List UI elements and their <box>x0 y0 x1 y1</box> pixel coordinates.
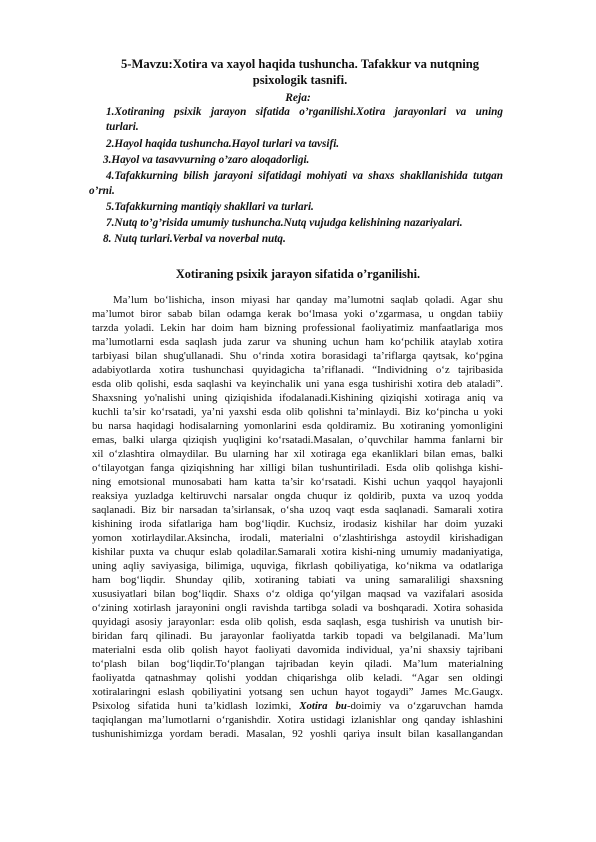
plan-item-2: 2.Hayol haqida tushuncha.Hayol turlari va tavsifi. <box>106 138 340 150</box>
page-title-line-1: 5-Mavzu:Xotira va xayol haqida tushuncha. Tafakkur va nutqning <box>120 57 480 71</box>
body-line: ning emotsional munosabati ham katta ta’sir ko‘rsatadi. Kishi uchun yaqqol hayajonli <box>92 476 503 488</box>
plan-item-4: 4.Tafakkurning bilish jarayoni sifatidagi mohiyati va shaxs shakllanishida tutgan <box>106 170 503 182</box>
plan-item-4-cont: o’rni. <box>89 185 115 197</box>
plan-item-1: 1.Xotiraning psixik jarayon sifatida o’rganilishi.Xotira jarayonlari va uning <box>106 106 503 118</box>
emphasis-term: Xotira bu <box>299 700 347 712</box>
body-line: materialni esda olib qolish hayot faoliyati davomida individual, ya’ni shaxsiy tajribani <box>92 644 503 656</box>
body-line: esda olib qolishi, esda saqlashi va keyinchalik uni yana esga tushirishi xotira deb ataladi”. <box>92 378 503 390</box>
body-text: -doimiy va o‘zgaruvchan hamda <box>346 700 503 712</box>
body-line: reaksiya yuzladga keltiruvchi narsalar ongda chuqur iz qoldirib, puxta va uzoq yodda <box>92 490 503 502</box>
body-line: tarzda yoladi. Lekin har doim ham bizning professional faoliyatimiz manfaatlariga mos <box>92 322 503 334</box>
body-line: adabiyotlarda xotira tushunchasi quyidagicha ta’riflanadi. “Individning o‘z tajribasida <box>92 364 503 376</box>
body-line: quyidagi asosiy jarayonlar: esda olib qolish, esda saqlash, esga tushirish va unutish bir- <box>92 616 503 628</box>
plan-item-7: 7.Nutq to’g’risida umumiy tushuncha.Nutq vujudga kelishining nazariyalari. <box>106 217 463 229</box>
plan-item-3: 3.Hayol va tasavvurning o’zaro aloqadorligi. <box>103 154 310 166</box>
body-line: o‘tilayotgan fanga qiziqishning har xilligi bilan tushuntiriladi. Esda olib qolishga kishi- <box>92 462 503 474</box>
body-line: xil o‘zlashtira olmaydilar. Bu ularning har xil xotiraga ega ekanliklari bilan emas, balki <box>92 448 503 460</box>
body-line-with-emphasis <box>92 699 503 713</box>
body-line: saqlanadi. Biz bir narsadan ta’sirlansak, o‘sha uzoq vaqt esda saqlanadi. Samarali xotira <box>92 504 503 516</box>
body-line: taqiqlangan ma’lumotlarni o‘rganishdir. Xotira ustidagi izlanishlar ong qanday ishlashini <box>92 714 503 726</box>
section-heading: Xotiraning psixik jarayon sifatida o’rganilishi. <box>175 267 421 281</box>
body-line: Ma’lum bo‘lishicha, inson miyasi har qanday ma’lumotni saqlab qoladi. Agar shu <box>113 294 503 306</box>
body-line: xususiyatlari bilan bog‘liqdir. Shaxs o‘z oldiga qo‘yilgan maqsad va vazifalari asosida <box>92 588 503 600</box>
body-line: ma’lumot biror sabab bilan odamga kerak bo‘lmasa yoki o‘zgarmasa, u ongdan tabiiy <box>92 308 503 320</box>
body-line: kuchli ta’sir ko‘rsatadi, ya’ni yaxshi esda olib qolishni ta’minlaydi. Biz ko‘pincha u yoki <box>92 406 503 418</box>
body-text: Psixolog sifatida huni ta’kidlash lozimki, <box>92 700 300 712</box>
body-line: tarbiyasi bilan shug'ullanadi. Shu o‘rinda xotira borasidagi ta’riflarga qaytsak, ko‘pgina <box>92 350 503 362</box>
plan-heading: Reja: <box>285 92 311 104</box>
body-line: uning aqliy saviyasiga, bilimiga, uquviga, fikrlash qobiliyatiga, ko‘nikma va odatlariga <box>92 560 503 572</box>
body-line: ham bog‘liqdir. Shunday qilib, xotiraning tabiati va uning samaraliligi shaxsning <box>92 574 503 586</box>
plan-item-8: 8. Nutq turlari.Verbal va noverbal nutq. <box>103 233 286 245</box>
body-line: o‘zining xotirlash jarayonini ongli ravishda tartibga soladi va boshqaradi. Xotira sohasida <box>92 602 503 614</box>
body-line: biridan farq qilinadi. Bu jarayonlar faoliyatda tarkib topadi va belgilanadi. Ma’lum <box>92 630 503 642</box>
body-line: yomon xotirlaydilar.Aksincha, irodali, materialni o‘zlashtirishga astoydil kirishadigan <box>92 532 503 544</box>
body-line: Shaxsning yo'nalishi uning qiziqishida ifodalanadi.Kishining qiziqishi xotiraga aniq va <box>92 392 503 404</box>
body-line: bu narsa haqidagi hodisalarning yomonlarini esda qoldiramiz. Bu xotiraning yomonligini <box>92 420 503 432</box>
body-line: faoliyatda qatnashmay qolishi yoddan chiqarishga olib keladi. “Agar sen oldingi <box>92 672 503 684</box>
body-line: kishilar puxta va chuqur eslab qoladilar.Samarali xotira kishi-ning umumiy madaniyatiga, <box>92 546 503 558</box>
body-line: to‘plash bilan bog‘liqdir.To‘plangan tajribadan keyin qiladi. Ma’lum materialning <box>92 658 503 670</box>
body-line: xotiralaringni eslash qobiliyatini yotsang sen uchun hayot togaydi” James Mc.Gaugx. <box>92 686 503 698</box>
plan-item-1-cont: turlari. <box>106 121 139 133</box>
body-line: tushunishimizga yordam beradi. Masalan, 92 yoshli qariya insult bilan kasallangandan <box>92 728 503 740</box>
plan-item-5: 5.Tafakkurning mantiqiy shakllari va turlari. <box>106 201 314 213</box>
body-line: ma’lumotlarni esda saqlash juda zarur va shuning uchun ham ko‘pchilik ataylab xotira <box>92 336 503 348</box>
page-title-line-2: psixologik tasnifi. <box>252 73 348 87</box>
body-line: kishining iroda sifatlariga ham bog‘liqdir. Kuchsiz, irodasiz kishilar har doim yuzaki <box>92 518 503 530</box>
body-line: emas, balki ularga qiziqish yuqligini ko‘rsatadi.Masalan, o’quvchilar hamma fanlarni bir <box>92 434 503 446</box>
